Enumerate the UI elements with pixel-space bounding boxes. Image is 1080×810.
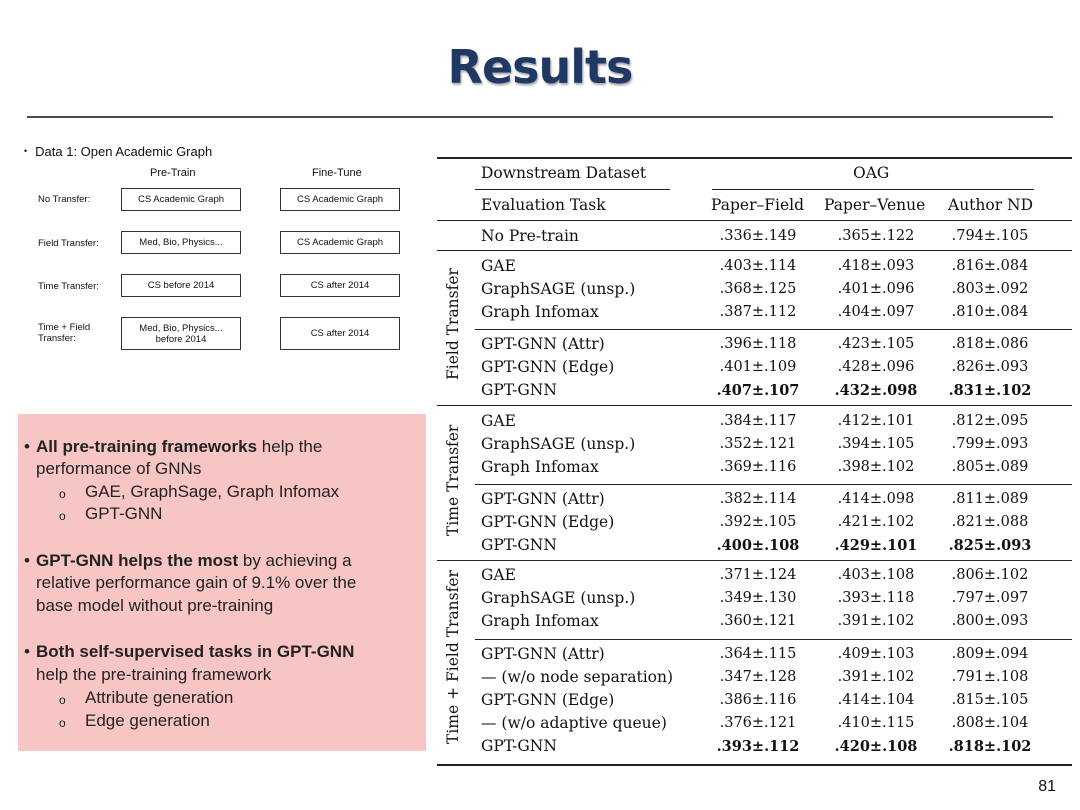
row-label-no-transfer: No Transfer: bbox=[38, 194, 91, 205]
cell: .797±.097 bbox=[951, 590, 1029, 606]
note-2-line2: relative performance gain of 9.1% over the bbox=[36, 573, 357, 592]
note-1-sub-2-text: GPT-GNN bbox=[85, 504, 163, 523]
method-name: GraphSAGE (unsp.) bbox=[481, 280, 636, 298]
bullet-icon: • bbox=[24, 642, 30, 661]
cell: .815±.105 bbox=[951, 692, 1029, 708]
circle-bullet-icon: o bbox=[59, 487, 66, 501]
header-bottom-rule bbox=[437, 220, 1072, 221]
finetune-column-header: Fine-Tune bbox=[312, 167, 362, 179]
cell: .812±.095 bbox=[951, 413, 1029, 429]
method-name: — (w/o node separation) bbox=[481, 668, 674, 686]
method-name: GPT-GNN (Attr) bbox=[481, 490, 605, 508]
note-3-sub-2-text: Edge generation bbox=[85, 711, 210, 730]
circle-bullet-icon: o bbox=[59, 716, 66, 730]
time-tf-rule bbox=[437, 560, 1072, 561]
cell: .360±.121 bbox=[719, 613, 797, 629]
cell: .428±.096 bbox=[837, 359, 915, 375]
circle-bullet-icon: o bbox=[59, 509, 66, 523]
method-name: Graph Infomax bbox=[481, 303, 599, 321]
cell: .826±.093 bbox=[951, 359, 1029, 375]
header-paper-field: Paper–Field bbox=[711, 196, 804, 214]
page-number: 81 bbox=[1038, 778, 1056, 795]
cell: .818±.086 bbox=[951, 336, 1029, 352]
title-divider bbox=[27, 116, 1053, 118]
note-1-rest: help the bbox=[257, 437, 323, 456]
method-name: GPT-GNN bbox=[481, 737, 557, 755]
cell: .382±.114 bbox=[719, 491, 797, 507]
cell: .364±.115 bbox=[719, 646, 797, 662]
header-rule-oag bbox=[712, 189, 1034, 190]
method-name: GAE bbox=[481, 566, 516, 584]
cell: .400±.108 bbox=[716, 537, 800, 554]
note-3-sub-1-text: Attribute generation bbox=[85, 688, 234, 707]
table-bottom-rule bbox=[437, 764, 1072, 766]
method-name: GPT-GNN (Edge) bbox=[481, 691, 615, 709]
cell: .398±.102 bbox=[837, 459, 915, 475]
cell: .791±.108 bbox=[951, 669, 1029, 685]
method-name: GraphSAGE (unsp.) bbox=[481, 435, 636, 453]
note-3-bold: Both self-supervised tasks in GPT-GNN bbox=[36, 642, 355, 661]
cell: .352±.121 bbox=[719, 436, 797, 452]
time-inner-rule bbox=[475, 484, 1072, 485]
cell: .409±.103 bbox=[837, 646, 915, 662]
cell: .391±.102 bbox=[837, 669, 915, 685]
cell: .794±.105 bbox=[951, 228, 1029, 244]
cell: .421±.102 bbox=[837, 514, 915, 530]
method-name: Graph Infomax bbox=[481, 612, 599, 630]
cell: .347±.128 bbox=[719, 669, 797, 685]
method-name: GraphSAGE (unsp.) bbox=[481, 589, 636, 607]
pretrain-column-header: Pre-Train bbox=[150, 167, 196, 179]
header-evaluation-task: Evaluation Task bbox=[481, 196, 606, 214]
pretrain-box-field-transfer: Med, Bio, Physics... bbox=[121, 231, 241, 254]
cell: .808±.104 bbox=[951, 715, 1029, 731]
cell: .799±.093 bbox=[951, 436, 1029, 452]
cell: .401±.109 bbox=[719, 359, 797, 375]
note-1-sub-1 bbox=[59, 481, 340, 503]
header-author-nd: Author ND bbox=[948, 196, 1034, 214]
cell: .805±.089 bbox=[951, 459, 1029, 475]
cell: .412±.101 bbox=[837, 413, 915, 429]
cell: .810±.084 bbox=[951, 304, 1029, 320]
cell: .818±.102 bbox=[948, 738, 1032, 755]
cell: .423±.105 bbox=[837, 336, 915, 352]
finetune-box-time-field-transfer: CS after 2014 bbox=[280, 317, 400, 350]
method-name: GPT-GNN (Edge) bbox=[481, 513, 615, 531]
cell: .386±.116 bbox=[719, 692, 797, 708]
note-1-sub-2 bbox=[59, 503, 163, 525]
method-name: GAE bbox=[481, 412, 516, 430]
note-1 bbox=[24, 436, 323, 458]
cell: .396±.118 bbox=[719, 336, 797, 352]
cell: .349±.130 bbox=[719, 590, 797, 606]
field-inner-rule bbox=[475, 329, 1072, 330]
cell: .407±.107 bbox=[716, 382, 800, 399]
cell: .429±.101 bbox=[834, 537, 918, 554]
table-top-rule bbox=[437, 157, 1072, 159]
cell: .803±.092 bbox=[951, 281, 1029, 297]
bullet-icon: • bbox=[24, 437, 30, 456]
bullet-icon: • bbox=[24, 551, 30, 570]
cell: .401±.096 bbox=[837, 281, 915, 297]
note-3-line2: help the pre-training framework bbox=[36, 665, 272, 684]
tf-inner-rule bbox=[475, 639, 1072, 640]
note-3-sub-2 bbox=[59, 710, 210, 732]
header-rule-dataset bbox=[475, 189, 670, 190]
method-name: GPT-GNN bbox=[481, 381, 557, 399]
cell: .393±.118 bbox=[837, 590, 915, 606]
cell: .392±.105 bbox=[719, 514, 797, 530]
cell: .831±.102 bbox=[948, 382, 1032, 399]
row-label-field-transfer: Field Transfer: bbox=[38, 238, 99, 249]
header-downstream-dataset: Downstream Dataset bbox=[481, 164, 647, 182]
cell: .816±.084 bbox=[951, 258, 1029, 274]
pretrain-box-time-field-transfer: Med, Bio, Physics... before 2014 bbox=[121, 317, 241, 350]
cell: .384±.117 bbox=[719, 413, 797, 429]
cell: .414±.104 bbox=[837, 692, 915, 708]
cell: .387±.112 bbox=[719, 304, 797, 320]
method-no-pretrain: No Pre-train bbox=[481, 227, 579, 245]
group-label-field-transfer: Field Transfer bbox=[444, 268, 462, 380]
note-3 bbox=[24, 641, 355, 663]
pretrain-box-no-transfer: CS Academic Graph bbox=[121, 188, 241, 211]
finetune-box-no-transfer: CS Academic Graph bbox=[280, 188, 400, 211]
cell: .809±.094 bbox=[951, 646, 1029, 662]
data-heading bbox=[24, 144, 212, 159]
method-name: GPT-GNN (Attr) bbox=[481, 335, 605, 353]
cell: .811±.089 bbox=[951, 491, 1029, 507]
cell: .371±.124 bbox=[719, 567, 797, 583]
group-label-time-field-transfer: Time + Field Transfer bbox=[444, 570, 462, 744]
note-1-bold: All pre-training frameworks bbox=[36, 437, 258, 456]
cell: .800±.093 bbox=[951, 613, 1029, 629]
cell: .393±.112 bbox=[716, 738, 800, 755]
pretrain-box-time-transfer: CS before 2014 bbox=[121, 274, 241, 297]
field-time-rule bbox=[437, 405, 1072, 406]
note-2-line3: base model without pre-training bbox=[36, 596, 274, 615]
note-3-sub-1 bbox=[59, 687, 234, 709]
no-pretrain-rule bbox=[437, 250, 1072, 251]
notes-panel bbox=[18, 414, 426, 751]
note-1-line2: performance of GNNs bbox=[36, 459, 202, 478]
finetune-box-field-transfer: CS Academic Graph bbox=[280, 231, 400, 254]
data-heading-text: Data 1: Open Academic Graph bbox=[35, 144, 213, 159]
bullet-icon: • bbox=[24, 146, 28, 156]
header-oag: OAG bbox=[853, 164, 890, 182]
note-1-sub-1-text: GAE, GraphSage, Graph Infomax bbox=[85, 482, 340, 501]
note-2 bbox=[24, 550, 352, 572]
header-paper-venue: Paper–Venue bbox=[824, 196, 926, 214]
cell: .336±.149 bbox=[719, 228, 797, 244]
cell: .365±.122 bbox=[837, 228, 915, 244]
method-name: GPT-GNN (Attr) bbox=[481, 645, 605, 663]
cell: .403±.114 bbox=[719, 258, 797, 274]
cell: .806±.102 bbox=[951, 567, 1029, 583]
cell: .369±.116 bbox=[719, 459, 797, 475]
cell: .418±.093 bbox=[837, 258, 915, 274]
cell: .432±.098 bbox=[834, 382, 918, 399]
cell: .825±.093 bbox=[948, 537, 1032, 554]
cell: .368±.125 bbox=[719, 281, 797, 297]
method-name: GPT-GNN bbox=[481, 536, 557, 554]
method-name: Graph Infomax bbox=[481, 458, 599, 476]
method-name: — (w/o adaptive queue) bbox=[481, 714, 667, 732]
row-label-time-transfer: Time Transfer: bbox=[38, 281, 99, 292]
note-2-rest: by achieving a bbox=[238, 551, 352, 570]
finetune-box-time-transfer: CS after 2014 bbox=[280, 274, 400, 297]
slide-title: Results bbox=[447, 40, 633, 94]
cell: .420±.108 bbox=[834, 738, 918, 755]
cell: .391±.102 bbox=[837, 613, 915, 629]
cell: .404±.097 bbox=[837, 304, 915, 320]
cell: .414±.098 bbox=[837, 491, 915, 507]
note-2-bold: GPT-GNN helps the most bbox=[36, 551, 239, 570]
group-label-time-transfer: Time Transfer bbox=[444, 424, 462, 536]
cell: .410±.115 bbox=[837, 715, 915, 731]
cell: .394±.105 bbox=[837, 436, 915, 452]
method-name: GAE bbox=[481, 257, 516, 275]
cell: .376±.121 bbox=[719, 715, 797, 731]
cell: .821±.088 bbox=[951, 514, 1029, 530]
method-name: GPT-GNN (Edge) bbox=[481, 358, 615, 376]
circle-bullet-icon: o bbox=[59, 693, 66, 707]
cell: .403±.108 bbox=[837, 567, 915, 583]
row-label-time-field-transfer: Time + Field Transfer: bbox=[38, 322, 91, 344]
